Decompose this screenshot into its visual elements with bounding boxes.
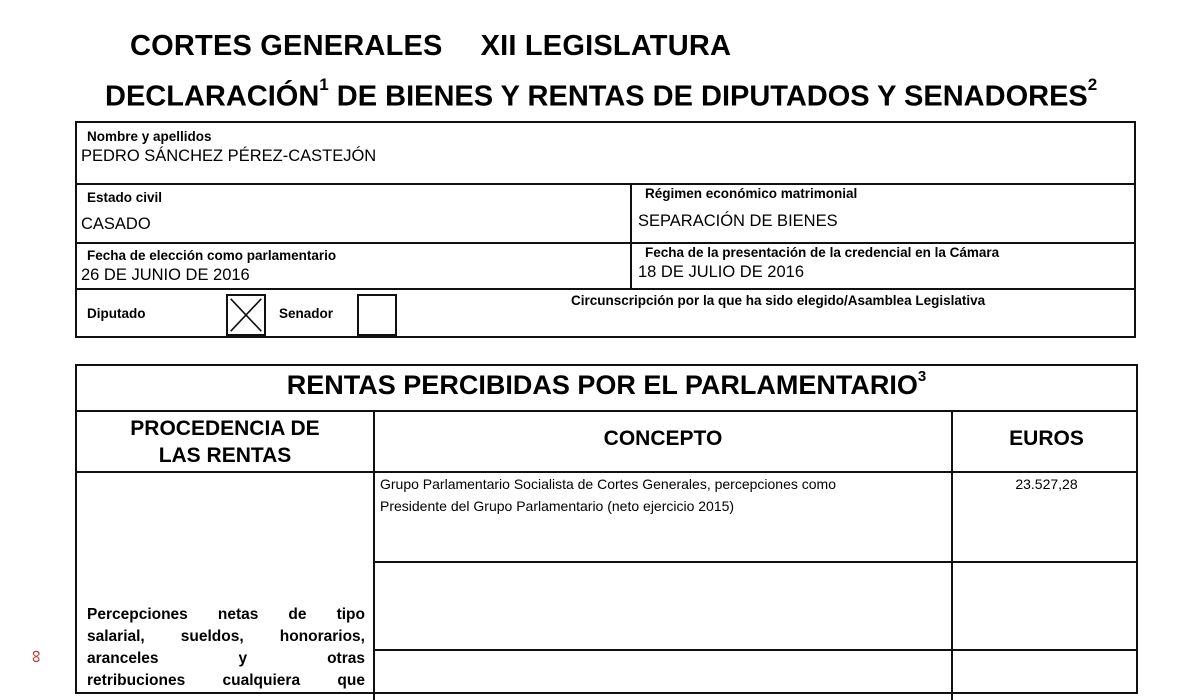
diputado-label: Diputado [87, 306, 146, 321]
checked-x-icon [228, 296, 264, 334]
table-row-euros: 23.527,28 [1015, 476, 1078, 492]
senador-checkbox[interactable] [357, 294, 397, 336]
column-header-procedencia [77, 415, 373, 469]
table-row-concepto [380, 473, 836, 517]
document-org-title [130, 30, 731, 63]
row-divider [373, 561, 1136, 563]
form-column-divider [630, 183, 632, 290]
senador-label: Senador [279, 306, 334, 321]
income-title-text: RENTAS PERCIBIDAS POR EL PARLAMENTARIO [286, 370, 918, 400]
concepto-line2: Presidente del Grupo Parlamentario (neto ejercicio 2015) [380, 498, 735, 514]
document-title [105, 75, 1098, 114]
procedencia-line1: Percepciones netas de tipo [87, 606, 365, 623]
row-divider [373, 649, 1136, 651]
org-name: CORTES GENERALES [130, 30, 443, 62]
legislature-name: XII LEGISLATURA [480, 30, 732, 62]
civil-status-label: Estado civil [87, 190, 163, 205]
column-header-concepto: CONCEPTO [603, 427, 723, 450]
income-table-title [77, 370, 1136, 401]
election-date-label: Fecha de elección como parlamentario [87, 248, 337, 263]
procedencia-line2: salarial, sueldos, honorarios, [87, 628, 365, 645]
election-date-value: 26 DE JUNIO DE 2016 [81, 266, 250, 284]
constituency-label: Circunscripción por la que ha sido elegido/Asamblea Legislativa [571, 293, 986, 308]
table-divider [77, 410, 1136, 412]
title-main: DECLARACIÓN [105, 80, 320, 113]
name-value: PEDRO SÁNCHEZ PÉREZ-CASTEJÓN [81, 147, 377, 165]
income-table [75, 364, 1138, 694]
concepto-line1: Grupo Parlamentario Socialista de Cortes Generales, percepciones como [380, 476, 837, 492]
form-divider [77, 183, 1134, 185]
procedencia-header-line2: LAS RENTAS [158, 444, 292, 467]
marital-regime-value: SEPARACIÓN DE BIENES [638, 212, 838, 230]
credential-date-label: Fecha de la presentación de la credencial en la Cámara [645, 245, 1000, 260]
column-header-euros: EUROS [1009, 427, 1084, 450]
procedencia-line3: aranceles y otras [87, 650, 365, 667]
procedencia-header-line1: PROCEDENCIA DE [130, 417, 320, 440]
name-label: Nombre y apellidos [87, 129, 212, 144]
title-rest: DE BIENES Y RENTAS DE DIPUTADOS Y SENADORES [328, 80, 1088, 113]
credential-date-value: 18 DE JULIO DE 2016 [638, 263, 804, 281]
table-column-divider [373, 410, 375, 700]
personal-data-form [75, 121, 1136, 338]
diputado-checkbox[interactable] [226, 294, 266, 336]
income-source-description [87, 604, 365, 692]
form-divider [77, 242, 1134, 244]
marital-regime-label: Régimen económico matrimonial [645, 186, 858, 201]
footnote-ref-3: 3 [917, 368, 927, 385]
footnote-ref-2: 2 [1087, 75, 1098, 94]
civil-status-value: CASADO [81, 215, 151, 233]
margin-stamp: ∞ [27, 650, 47, 663]
footnote-ref-1: 1 [319, 75, 329, 94]
table-column-divider [951, 410, 953, 700]
procedencia-line4: retribuciones cualquiera que [87, 672, 365, 689]
form-divider [77, 288, 1134, 290]
